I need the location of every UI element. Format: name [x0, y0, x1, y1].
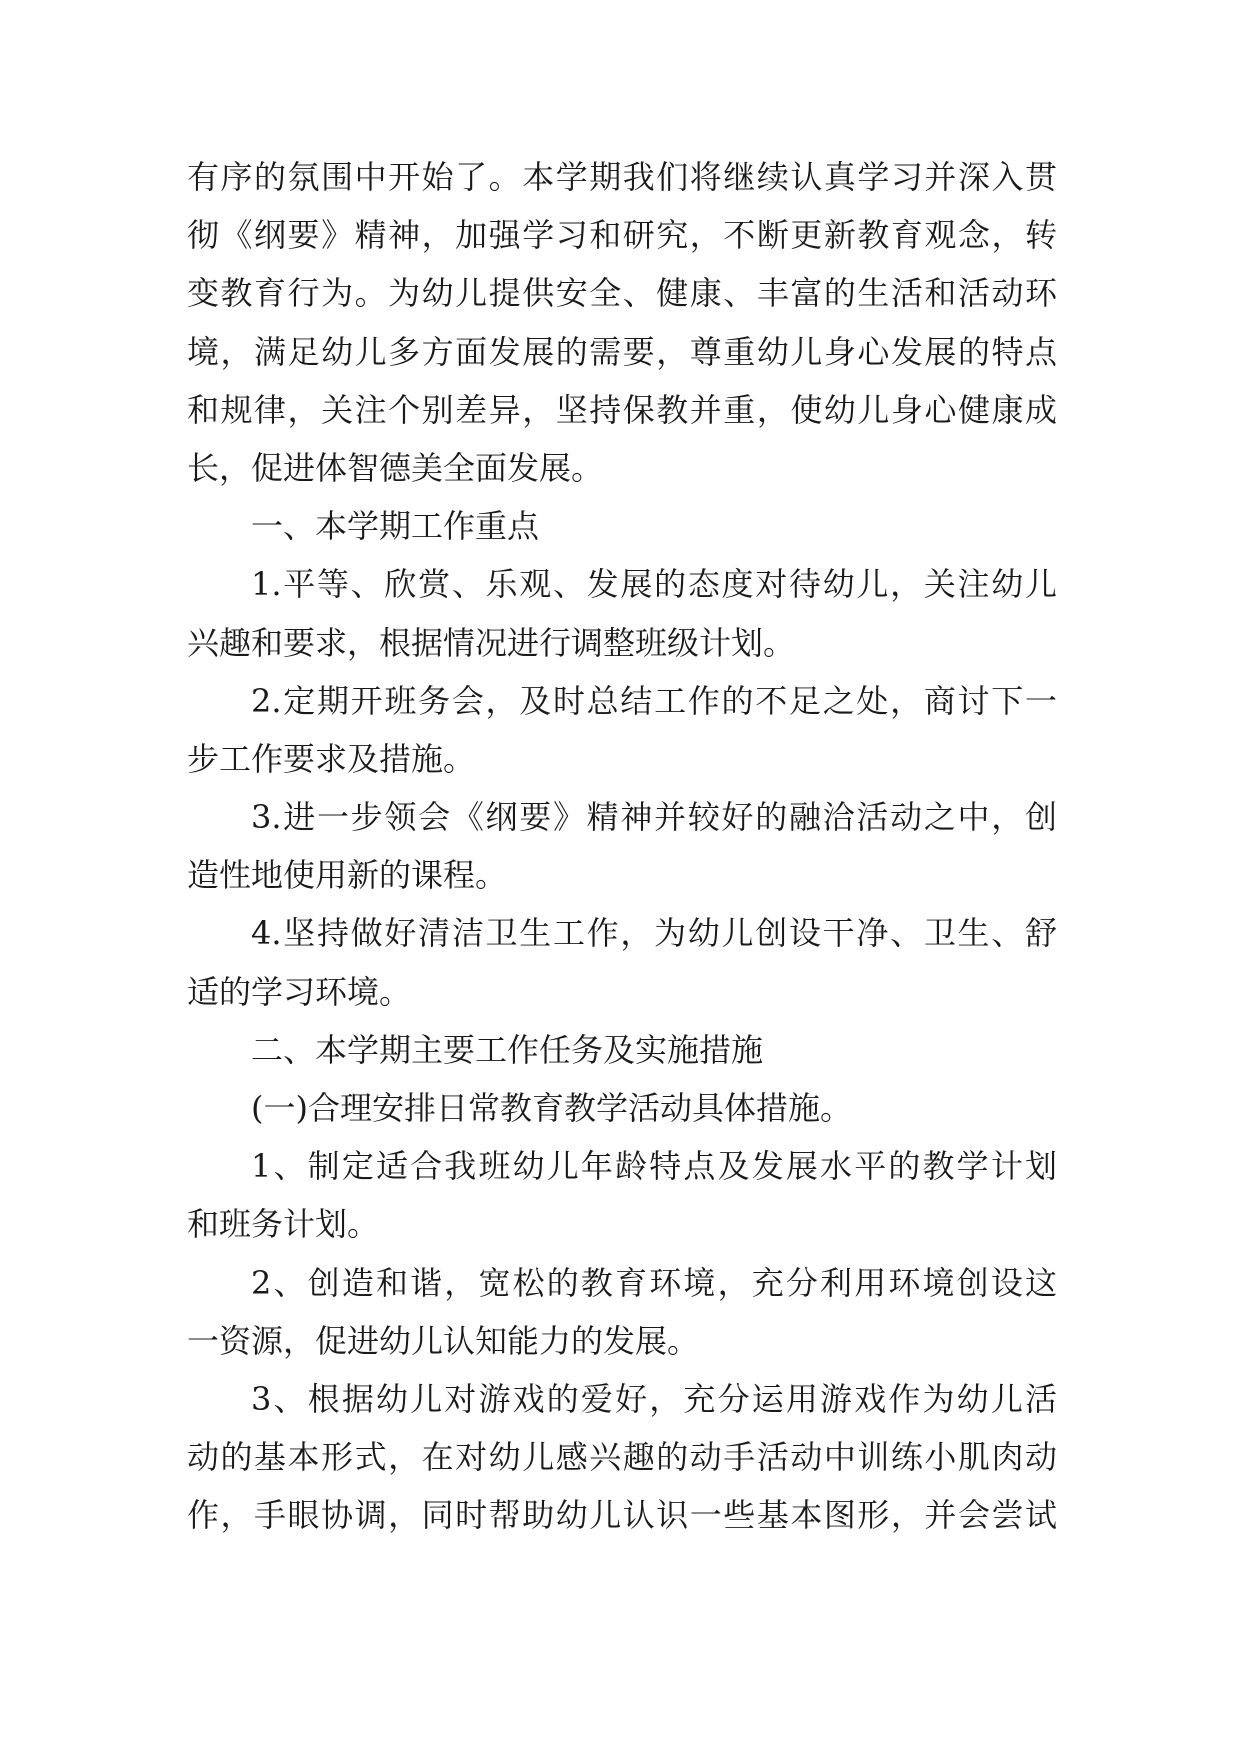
section-heading: 二、本学期主要工作任务及实施措施 — [251, 1030, 764, 1069]
text-line: 3、根据幼儿对游戏的爱好，充分运用游戏作为幼儿活 — [251, 1379, 1057, 1418]
text-line: 和班务计划。 — [187, 1205, 380, 1244]
section-heading: 一、本学期工作重点 — [251, 507, 540, 546]
text-line: 2、创造和谐，宽松的教育环境，充分利用环境创设这 — [251, 1263, 1057, 1302]
text-line: 步工作要求及措施。 — [187, 739, 476, 778]
text-line: 4.坚持做好清洁卫生工作，为幼儿创设干净、卫生、舒 — [251, 914, 1057, 953]
subsection-heading: (一)合理安排日常教育教学活动具体措施。 — [251, 1089, 852, 1127]
text-line: 和规律，关注个别差异，坚持保教并重，使幼儿身心健康成 — [187, 390, 1057, 429]
text-line: 境，满足幼儿多方面发展的需要，尊重幼儿身心发展的特点 — [187, 332, 1057, 371]
text-line: 兴趣和要求，根据情况进行调整班级计划。 — [187, 623, 796, 662]
text-line: 彻《纲要》精神，加强学习和研究，不断更新教育观念，转 — [187, 216, 1057, 255]
text-line: 1、制定适合我班幼儿年龄特点及发展水平的教学计划 — [251, 1147, 1057, 1186]
text-line: 1.平等、欣赏、乐观、发展的态度对待幼儿，关注幼儿 — [251, 565, 1057, 604]
text-line: 造性地使用新的课程。 — [187, 856, 508, 895]
text-line: 作，手眼协调，同时帮助幼儿认识一些基本图形，并会尝试 — [187, 1496, 1057, 1535]
text-line: 有序的氛围中开始了。本学期我们将继续认真学习并深入贯 — [187, 158, 1057, 196]
text-line: 一资源，促进幼儿认知能力的发展。 — [187, 1321, 700, 1360]
text-line: 长，促进体智德美全面发展。 — [187, 448, 604, 487]
text-line: 适的学习环境。 — [187, 972, 412, 1011]
text-line: 3.进一步领会《纲要》精神并较好的融洽活动之中，创 — [251, 798, 1057, 837]
text-line: 动的基本形式，在对幼儿感兴趣的动手活动中训练小肌肉动 — [187, 1438, 1057, 1477]
text-line: 2.定期开班务会，及时总结工作的不足之处，商讨下一 — [251, 681, 1057, 720]
document-page — [187, 148, 1057, 1545]
text-line: 变教育行为。为幼儿提供安全、健康、丰富的生活和活动环 — [187, 274, 1057, 313]
